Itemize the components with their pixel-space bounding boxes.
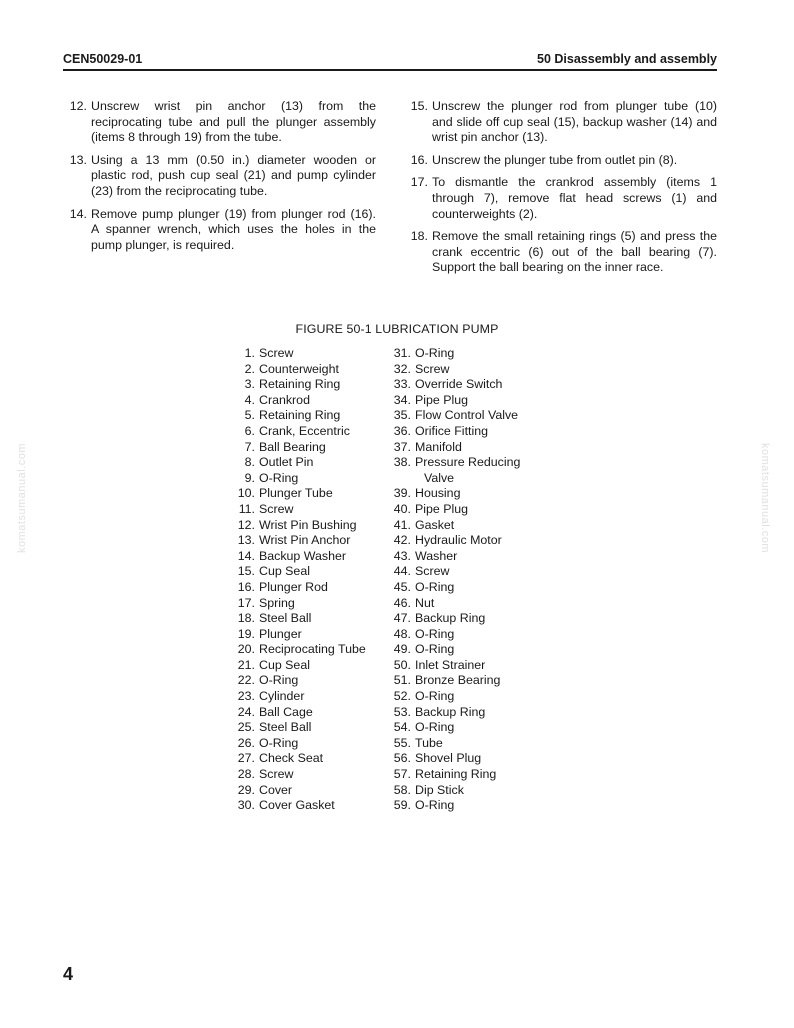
part-list-item bbox=[236, 705, 366, 721]
part-number: 20. bbox=[237, 642, 255, 657]
part-name: O-Ring bbox=[415, 626, 455, 641]
part-number: 15. bbox=[237, 564, 255, 579]
part-list-item bbox=[392, 596, 520, 612]
part-name: Hydraulic Motor bbox=[415, 533, 502, 548]
part-list-item bbox=[392, 689, 520, 705]
step-number: 15. bbox=[410, 99, 428, 113]
part-list-item bbox=[236, 689, 366, 705]
part-number: 47. bbox=[393, 611, 411, 626]
part-number: 6. bbox=[244, 423, 255, 438]
part-number: 45. bbox=[393, 579, 411, 594]
part-number: 25. bbox=[237, 720, 255, 735]
part-name: Wrist Pin Anchor bbox=[259, 533, 351, 548]
steps-column-left bbox=[63, 99, 376, 260]
step-number: 18. bbox=[410, 229, 428, 244]
part-number: 30. bbox=[237, 798, 255, 813]
part-list-item bbox=[392, 393, 520, 409]
part-number: 8. bbox=[244, 455, 255, 470]
part-list-item bbox=[236, 564, 366, 580]
part-name: Nut bbox=[415, 595, 435, 610]
part-name: Screw bbox=[415, 361, 450, 376]
part-name: Counterweight bbox=[259, 361, 339, 376]
part-number: 36. bbox=[393, 423, 411, 438]
part-list-item bbox=[236, 720, 366, 736]
part-name: Plunger Rod bbox=[259, 579, 328, 594]
part-list-item bbox=[392, 408, 520, 424]
part-number: 22. bbox=[237, 673, 255, 688]
part-list-item bbox=[236, 783, 366, 799]
part-list-item bbox=[236, 580, 366, 596]
part-name: O-Ring bbox=[259, 735, 299, 750]
part-list-item bbox=[392, 455, 520, 471]
part-list-item bbox=[392, 564, 520, 580]
part-list-item bbox=[392, 502, 520, 518]
parts-list-column-1 bbox=[236, 346, 366, 814]
part-name: Ball Cage bbox=[259, 704, 313, 719]
part-number: 10. bbox=[237, 486, 255, 501]
part-number: 16. bbox=[237, 579, 255, 594]
figure-title: FIGURE 50-1 LUBRICATION PUMP bbox=[295, 322, 499, 336]
part-name: Valve bbox=[424, 470, 455, 485]
part-number: 33. bbox=[393, 377, 411, 392]
part-name: Manifold bbox=[415, 439, 462, 454]
part-list-item bbox=[392, 720, 520, 736]
part-list-item bbox=[236, 346, 366, 362]
part-list-item bbox=[236, 518, 366, 534]
part-name: Screw bbox=[259, 346, 294, 360]
step-number: 14. bbox=[69, 206, 87, 221]
part-name: Plunger Tube bbox=[259, 486, 333, 501]
part-name: Retaining Ring bbox=[415, 767, 497, 782]
part-name: Cover Gasket bbox=[259, 798, 335, 813]
part-name: Orifice Fitting bbox=[415, 423, 488, 438]
part-list-item bbox=[392, 377, 520, 393]
part-name: Crank, Eccentric bbox=[259, 423, 350, 438]
procedure-step bbox=[63, 153, 376, 200]
step-text: Unscrew wrist pin anchor (13) from the reciprocating tube and pull the plunger assembly (items 8 through 19) from the tube. bbox=[91, 99, 376, 145]
part-number: 4. bbox=[244, 392, 255, 407]
part-list-item bbox=[392, 658, 520, 674]
part-list-item bbox=[236, 642, 366, 658]
part-number: 19. bbox=[237, 626, 255, 641]
part-list-item bbox=[392, 783, 520, 799]
part-number: 50. bbox=[393, 657, 411, 672]
part-number: 37. bbox=[393, 439, 411, 454]
part-name: Ball Bearing bbox=[259, 439, 326, 454]
step-number: 17. bbox=[410, 175, 428, 190]
part-name: Reciprocating Tube bbox=[259, 642, 366, 657]
part-list-item bbox=[392, 673, 520, 689]
part-name: Steel Ball bbox=[259, 720, 312, 735]
part-list-item bbox=[236, 767, 366, 783]
part-name: Screw bbox=[259, 501, 294, 516]
part-name: Check Seat bbox=[259, 751, 324, 766]
part-list-item bbox=[236, 533, 366, 549]
part-number: 2. bbox=[244, 361, 255, 376]
part-list-item bbox=[236, 502, 366, 518]
part-list-item bbox=[236, 798, 366, 814]
part-number: 46. bbox=[393, 595, 411, 610]
part-number: 56. bbox=[393, 751, 411, 766]
part-number: 42. bbox=[393, 533, 411, 548]
part-name: O-Ring bbox=[259, 673, 299, 688]
part-number: 41. bbox=[393, 517, 411, 532]
part-name: O-Ring bbox=[415, 579, 455, 594]
part-name: Backup Ring bbox=[415, 704, 486, 719]
part-list-item bbox=[392, 486, 520, 502]
part-list-item bbox=[236, 549, 366, 565]
step-number: 16. bbox=[410, 152, 428, 167]
part-name: Cup Seal bbox=[259, 657, 310, 672]
part-number: 24. bbox=[237, 704, 255, 719]
part-name: Outlet Pin bbox=[259, 455, 314, 470]
part-number: 12. bbox=[237, 517, 255, 532]
part-number: 57. bbox=[393, 767, 411, 782]
step-text: Remove the small retaining rings (5) and press the crank eccentric (6) out of the ball bearing (7). Support the ball bearing on the inner race. bbox=[432, 229, 717, 275]
part-list-item bbox=[392, 533, 520, 549]
part-number: 18. bbox=[237, 611, 255, 626]
part-list-item bbox=[236, 627, 366, 643]
part-list-item bbox=[236, 611, 366, 627]
part-name: Pipe Plug bbox=[415, 392, 469, 407]
part-number: 9. bbox=[244, 470, 255, 485]
part-list-item bbox=[392, 471, 520, 487]
part-list-item bbox=[392, 518, 520, 534]
part-number: 44. bbox=[393, 564, 411, 579]
part-list-item bbox=[392, 798, 520, 814]
steps-column-right bbox=[404, 99, 717, 283]
part-list-item bbox=[236, 393, 366, 409]
part-number: 38. bbox=[393, 455, 411, 470]
part-name: Tube bbox=[415, 735, 443, 750]
part-list-item bbox=[392, 362, 520, 378]
part-name: O-Ring bbox=[415, 798, 455, 813]
part-list-item bbox=[392, 767, 520, 783]
part-list-item bbox=[392, 627, 520, 643]
part-name: Retaining Ring bbox=[259, 408, 341, 423]
part-list-item bbox=[236, 377, 366, 393]
part-number: 40. bbox=[393, 501, 411, 516]
part-number: 31. bbox=[393, 346, 411, 360]
part-number: 21. bbox=[237, 657, 255, 672]
document-code: CEN50029-01 bbox=[63, 52, 143, 66]
procedure-step bbox=[63, 207, 376, 254]
step-text: Unscrew the plunger tube from outlet pin (8). bbox=[432, 152, 678, 167]
procedure-step bbox=[404, 229, 717, 276]
part-list-item bbox=[236, 673, 366, 689]
part-name: Inlet Strainer bbox=[415, 657, 486, 672]
part-number: 43. bbox=[393, 548, 411, 563]
procedure-step bbox=[404, 175, 717, 222]
section-title: 50 Disassembly and assembly bbox=[537, 52, 717, 66]
part-number: 58. bbox=[393, 782, 411, 797]
part-number: 14. bbox=[237, 548, 255, 563]
part-number: 32. bbox=[393, 361, 411, 376]
part-name: Cover bbox=[259, 782, 293, 797]
part-number: 49. bbox=[393, 642, 411, 657]
part-list-item bbox=[392, 346, 520, 362]
step-text: Using a 13 mm (0.50 in.) diameter wooden or plastic rod, push cup seal (21) and pump cylinder (23) from the reciprocating tube. bbox=[91, 152, 376, 198]
step-number: 12. bbox=[69, 99, 87, 113]
part-list-item bbox=[236, 471, 366, 487]
part-number: 26. bbox=[237, 735, 255, 750]
part-number: 1. bbox=[244, 346, 255, 360]
part-number: 55. bbox=[393, 735, 411, 750]
part-name: Cylinder bbox=[259, 689, 305, 704]
part-number: 39. bbox=[393, 486, 411, 501]
part-list-item bbox=[392, 611, 520, 627]
part-number: 7. bbox=[244, 439, 255, 454]
part-list-item bbox=[392, 549, 520, 565]
part-name: Wrist Pin Bushing bbox=[259, 517, 357, 532]
part-number: 29. bbox=[237, 782, 255, 797]
part-name: Retaining Ring bbox=[259, 377, 341, 392]
part-name: Plunger bbox=[259, 626, 302, 641]
part-name: Bronze Bearing bbox=[415, 673, 501, 688]
part-number: 5. bbox=[244, 408, 255, 423]
part-list-item bbox=[236, 751, 366, 767]
part-list-item bbox=[236, 736, 366, 752]
part-list-item bbox=[392, 642, 520, 658]
part-number: 28. bbox=[237, 767, 255, 782]
part-name: Dip Stick bbox=[415, 782, 464, 797]
part-number: 53. bbox=[393, 704, 411, 719]
part-list-item bbox=[236, 408, 366, 424]
part-name: Pipe Plug bbox=[415, 501, 469, 516]
part-list-item bbox=[236, 596, 366, 612]
part-list-item bbox=[392, 736, 520, 752]
part-list-item bbox=[392, 580, 520, 596]
part-number: 3. bbox=[244, 377, 255, 392]
part-name: Crankrod bbox=[259, 392, 310, 407]
part-number: 27. bbox=[237, 751, 255, 766]
step-text: Unscrew the plunger rod from plunger tube (10) and slide off cup seal (15), backup washer (14) and wrist pin anchor (13). bbox=[432, 99, 717, 145]
part-list-item bbox=[392, 424, 520, 440]
part-list-item bbox=[392, 440, 520, 456]
part-list-item bbox=[236, 362, 366, 378]
part-number: 54. bbox=[393, 720, 411, 735]
part-name: O-Ring bbox=[415, 346, 455, 360]
part-number: 34. bbox=[393, 392, 411, 407]
part-name: Pressure Reducing bbox=[415, 455, 521, 470]
step-number: 13. bbox=[69, 152, 87, 167]
step-text: To dismantle the crankrod assembly (items 1 through 7), remove flat head screws (1) and counterweights (2). bbox=[432, 175, 717, 221]
procedure-step bbox=[404, 99, 717, 146]
part-name: Washer bbox=[415, 548, 458, 563]
part-name: Gasket bbox=[415, 517, 455, 532]
part-list-item bbox=[236, 658, 366, 674]
part-name: Shovel Plug bbox=[415, 751, 482, 766]
part-name: O-Ring bbox=[415, 642, 455, 657]
procedure-step bbox=[404, 153, 717, 169]
part-name: Cup Seal bbox=[259, 564, 310, 579]
part-name: Screw bbox=[415, 564, 450, 579]
part-number: 11. bbox=[238, 501, 255, 516]
part-number: 59. bbox=[393, 798, 411, 813]
part-name: Steel Ball bbox=[259, 611, 312, 626]
part-name: O-Ring bbox=[259, 470, 299, 485]
part-number: 52. bbox=[393, 689, 411, 704]
procedure-step bbox=[63, 99, 376, 146]
step-text: Remove pump plunger (19) from plunger rod (16). A spanner wrench, which uses the holes in the pump plunger, is required. bbox=[91, 206, 376, 252]
part-name: O-Ring bbox=[415, 689, 455, 704]
part-list-item bbox=[236, 455, 366, 471]
page-header bbox=[63, 51, 717, 71]
part-list-item bbox=[236, 486, 366, 502]
part-name: Spring bbox=[259, 595, 295, 610]
part-name: O-Ring bbox=[415, 720, 455, 735]
part-name: Screw bbox=[259, 767, 294, 782]
watermark-left: komatsumanual.com bbox=[16, 443, 28, 553]
parts-list-column-2 bbox=[392, 346, 520, 814]
part-number: 35. bbox=[393, 408, 411, 423]
part-name: Flow Control Valve bbox=[415, 408, 519, 423]
part-name: Override Switch bbox=[415, 377, 503, 392]
part-number: 17. bbox=[237, 595, 255, 610]
part-name: Housing bbox=[415, 486, 461, 501]
part-list-item bbox=[392, 751, 520, 767]
part-number: 13. bbox=[237, 533, 255, 548]
part-list-item bbox=[392, 705, 520, 721]
watermark-right: komatsumanual.com bbox=[759, 443, 771, 553]
part-name: Backup Ring bbox=[415, 611, 486, 626]
part-number: 48. bbox=[393, 626, 411, 641]
part-list-item bbox=[236, 440, 366, 456]
page-number: 4 bbox=[63, 964, 74, 984]
part-number: 51. bbox=[393, 673, 411, 688]
part-number: 23. bbox=[237, 689, 255, 704]
part-number bbox=[392, 471, 415, 487]
part-name: Backup Washer bbox=[259, 548, 347, 563]
part-list-item bbox=[236, 424, 366, 440]
